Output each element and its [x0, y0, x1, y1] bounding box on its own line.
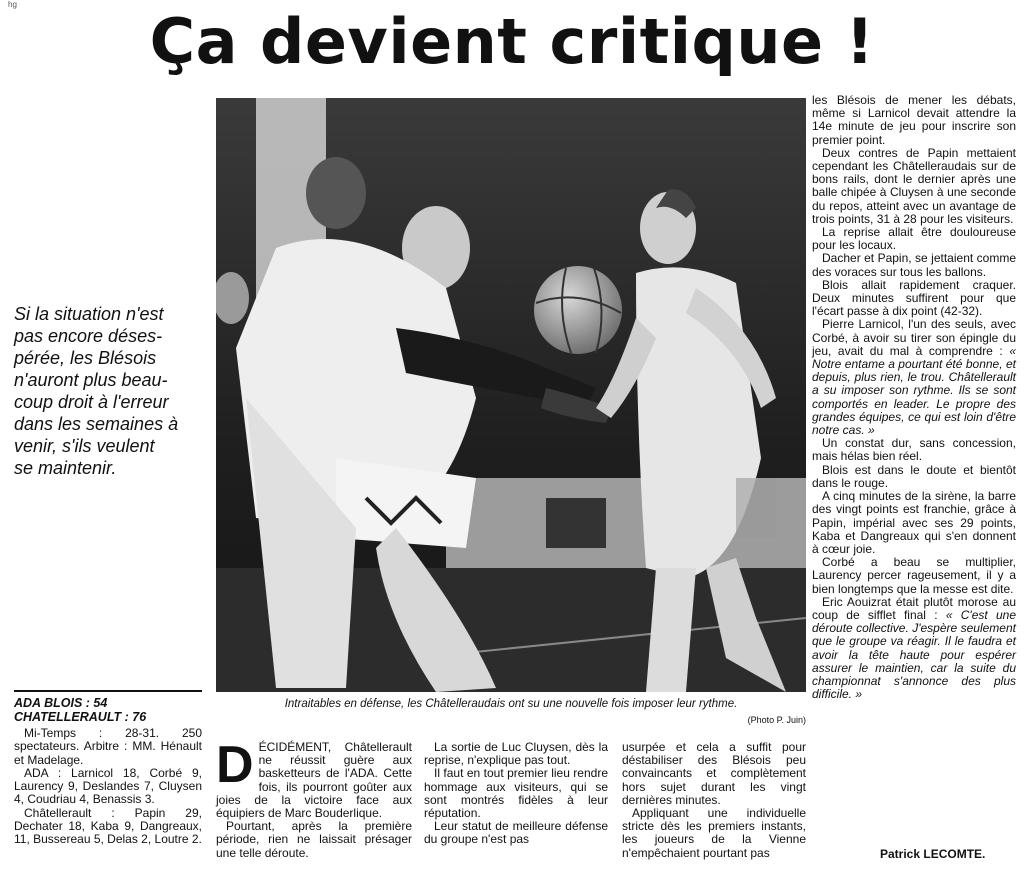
paragraph: Blois est dans le doute et bientôt dans le rouge. [812, 462, 1016, 490]
article-column-2 [424, 741, 608, 847]
headline: Ça devient critique ! [149, 5, 875, 78]
lead-paragraph [216, 736, 412, 821]
chapo-line: pérée, les Blésois [14, 348, 157, 368]
paragraph: Pourtant, après la première période, rien ne laissait présager une telle déroute. [216, 819, 412, 860]
paragraph: Un constat dur, sans concession, mais hélas bien réel. [812, 436, 1016, 464]
paragraph: A cinq minutes de la sirène, la barre des vingt points est franchie, grâce à Papin, impérial avec ses 29 points, Kaba et Dangreaux qui s'en donnent à cœur joie. [812, 489, 1016, 556]
paragraph: Appliquant une individuelle stricte dès les premiers instants, les joueurs de la Vienne n'empêchaient pourtant pas [622, 806, 806, 860]
quote: « C'est une déroute collective. J'espère seulement que le groupe va réagir. Il le faudra et avoir la tête haute pour espérer assurer le maintien, car la suite du championnat s'annonce des plus difficile. » [812, 607, 1016, 702]
match-details [14, 727, 202, 847]
chapo-line: dans les semaines à [14, 414, 179, 434]
basketball-players-illustration [216, 98, 806, 692]
paragraph: Deux contres de Papin mettaient cependant les Châtelleraudais sur de bons rails, dont le dernier après une balle chipée à Cluysen à une seconde du repos, atteint avec un avantage de trois points, 31 à 28 pour les visiteurs. [812, 145, 1016, 226]
paragraph: Il faut en tout premier lieu rendre hommage aux visiteurs, qui se sont montrés fidèles à leur réputation. [424, 766, 608, 821]
details-paragraph: Châtellerault : Papin 29, Dechater 18, Kaba 9, Dangreaux, 11, Bussereau 5, Delas 2, Loutre 2. [14, 805, 202, 847]
article-column-3 [622, 741, 806, 860]
paragraph-text: Châtellerault ne réussit guère aux basketteurs de l'ADA. Cette fois, ils pourront goûter aux joies de la victoire face aux équipiers de Marc Bouderlique. [216, 740, 412, 821]
article-column-1 [216, 736, 412, 860]
details-paragraph: ADA : Larnicol 18, Corbé 9, Laurency 9, Deslandes 7, Cluysen 4, Coudriau 4, Benassis 3. [14, 765, 202, 807]
drop-cap: D [216, 736, 254, 794]
lead-caps: ÉCIDÉMENT, [258, 740, 332, 754]
article-column-4 [812, 94, 1016, 701]
paragraph: Corbé a beau se multiplier, Laurency percer rageusement, il y a bien longtemps que la messe est dite. [812, 555, 1016, 596]
chapo-line: Si la situation n'est [14, 304, 164, 324]
paragraph [812, 596, 1016, 702]
basketball-photo [216, 98, 806, 692]
paragraph: La sortie de Luc Cluysen, dès la reprise, n'explique pas tout. [424, 740, 608, 768]
paragraph: La reprise allait être douloureuse pour les locaux. [812, 225, 1016, 253]
paragraph [812, 318, 1016, 437]
paragraph: Leur statut de meilleure défense du groupe n'est pas [424, 819, 608, 847]
author-signature: Patrick LECOMTE. [880, 847, 986, 861]
photo-credit: (Photo P. Juin) [747, 715, 806, 725]
chapo-line: coup droit à l'erreur [14, 392, 169, 412]
paragraph-text: Eric Aouizrat était plutôt morose au coup de sifflet final : [812, 594, 1016, 622]
score-box [14, 690, 202, 847]
page-corner-mark: hg [8, 0, 17, 9]
chapo-line: se maintenir. [14, 458, 117, 478]
chapo [14, 303, 200, 479]
details-paragraph: Mi-Temps : 28-31. 250 spectateurs. Arbitre : MM. Hénault et Madelage. [14, 726, 202, 767]
chapo-line: n'auront plus beau- [14, 370, 168, 390]
paragraph: les Blésois de mener les débats, même si Larnicol devait attendre la 14e minute de jeu pour inscrire son premier point. [812, 93, 1016, 147]
score-home: ADA BLOIS : 54 [14, 696, 108, 710]
paragraph: Dacher et Papin, se jettaient comme des voraces sur tous les ballons. [812, 251, 1016, 279]
paragraph: Blois allait rapidement craquer. Deux minutes suffirent pour que l'écart passe à dix point (42-32). [812, 277, 1016, 319]
photo-caption: Intraitables en défense, les Châtelleraudais ont su une nouvelle fois imposer leur rythme. [284, 698, 738, 710]
quote: « Notre entame a pourtant été bonne, et depuis, plus rien, le trou. Châtellerault a su imposer son rythme. Ils se sont comportés en leader. Le propre des grandes équipes, ce qui est loin d'être notre cas. » [812, 343, 1016, 438]
chapo-line: venir, s'ils veulent [14, 436, 155, 456]
paragraph: usurpée et cela a suffit pour déstabiliser des Blésois peu convaincants et complètement hors sujet durant les vingt dernières minutes. [622, 740, 806, 807]
paragraph-text: Pierre Larnicol, l'un des seuls, avec Corbé, à avoir su tirer son épingle du jeu, avait du mal à comprendre : [812, 317, 1016, 358]
score-away: CHATELLERAULT : 76 [14, 710, 147, 724]
chapo-line: pas encore déses- [14, 326, 163, 346]
